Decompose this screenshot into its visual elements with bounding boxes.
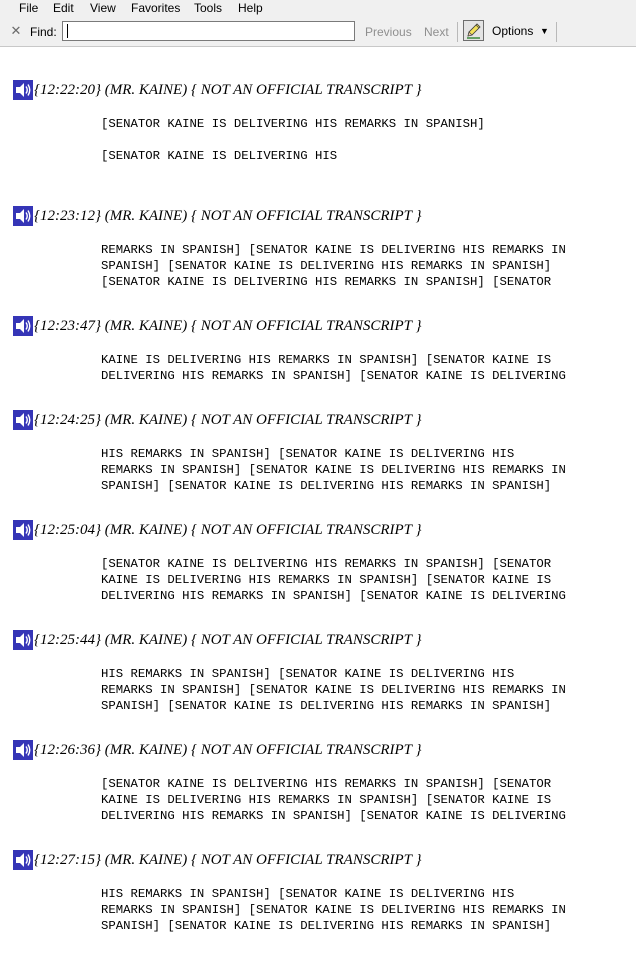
chevron-down-icon: ▼ bbox=[540, 26, 549, 36]
menu-edit[interactable]: Edit bbox=[53, 1, 74, 15]
entry-heading: {12:23:47} (MR. KAINE) { NOT AN OFFICIAL TRANSCRIPT } bbox=[34, 318, 422, 334]
toolbar-divider bbox=[556, 22, 557, 42]
find-bar bbox=[0, 17, 636, 47]
previous-button[interactable]: Previous bbox=[365, 25, 412, 39]
entry-text: [SENATOR KAINE IS DELIVERING HIS REMARKS IN SPANISH] [SENATOR KAINE IS DELIVERING HIS bbox=[101, 117, 485, 163]
speaker-icon[interactable] bbox=[13, 206, 33, 226]
menu-help[interactable]: Help bbox=[238, 1, 263, 15]
options-button[interactable] bbox=[462, 20, 556, 42]
menu-favorites[interactable]: Favorites bbox=[131, 1, 181, 15]
entry-text: [SENATOR KAINE IS DELIVERING HIS REMARKS IN SPANISH] [SENATOR KAINE IS DELIVERING HIS REMARKS IN SPANISH] [SENATOR KAINE IS DELIVERING HIS REMARKS IN SPANISH] [SENATOR KAINE IS DELIVERING bbox=[101, 557, 566, 603]
entry-text: KAINE IS DELIVERING HIS REMARKS IN SPANISH] [SENATOR KAINE IS DELIVERING HIS REMARKS IN SPANISH] [SENATOR KAINE IS DELIVERING bbox=[101, 353, 566, 383]
entry-heading: {12:25:04} (MR. KAINE) { NOT AN OFFICIAL TRANSCRIPT } bbox=[34, 522, 422, 538]
menu-file[interactable]: File bbox=[19, 1, 39, 15]
text-caret bbox=[67, 24, 68, 38]
menu-view[interactable]: View bbox=[90, 1, 116, 15]
speaker-icon[interactable] bbox=[13, 316, 33, 336]
speaker-icon[interactable] bbox=[13, 410, 33, 430]
menu-tools[interactable]: Tools bbox=[194, 1, 223, 15]
next-button[interactable]: Next bbox=[424, 25, 449, 39]
entry-heading: {12:22:20} (MR. KAINE) { NOT AN OFFICIAL TRANSCRIPT } bbox=[34, 82, 422, 98]
options-label: Options bbox=[492, 24, 534, 38]
entry-text: REMARKS IN SPANISH] [SENATOR KAINE IS DELIVERING HIS REMARKS IN SPANISH] [SENATOR KAINE IS DELIVERING HIS REMARKS IN SPANISH] [SENATOR KAINE IS DELIVERING HIS REMARKS IN SPANISH] [SENATOR bbox=[101, 243, 566, 289]
speaker-icon[interactable] bbox=[13, 520, 33, 540]
entry-heading: {12:27:15} (MR. KAINE) { NOT AN OFFICIAL TRANSCRIPT } bbox=[34, 852, 422, 868]
pencil-icon bbox=[463, 20, 484, 41]
find-input[interactable] bbox=[62, 21, 355, 41]
menu-bar bbox=[0, 0, 636, 17]
entry-heading: {12:26:36} (MR. KAINE) { NOT AN OFFICIAL TRANSCRIPT } bbox=[34, 742, 422, 758]
entry-heading: {12:24:25} (MR. KAINE) { NOT AN OFFICIAL TRANSCRIPT } bbox=[34, 412, 422, 428]
entry-text: [SENATOR KAINE IS DELIVERING HIS REMARKS IN SPANISH] [SENATOR KAINE IS DELIVERING HIS REMARKS IN SPANISH] [SENATOR KAINE IS DELIVERING HIS REMARKS IN SPANISH] [SENATOR KAINE IS DELIVERING bbox=[101, 777, 566, 823]
transcript-content bbox=[0, 47, 636, 954]
entry-text: HIS REMARKS IN SPANISH] [SENATOR KAINE IS DELIVERING HIS REMARKS IN SPANISH] [SENATOR KAINE IS DELIVERING HIS REMARKS IN SPANISH] [SENATOR KAINE IS DELIVERING HIS REMARKS IN SPANISH] bbox=[101, 887, 566, 933]
speaker-icon[interactable] bbox=[13, 740, 33, 760]
find-label: Find: bbox=[30, 25, 57, 39]
entry-heading: {12:25:44} (MR. KAINE) { NOT AN OFFICIAL TRANSCRIPT } bbox=[34, 632, 422, 648]
speaker-icon[interactable] bbox=[13, 630, 33, 650]
toolbar-divider bbox=[457, 22, 458, 42]
close-icon[interactable]: ✕ bbox=[10, 23, 22, 38]
entry-heading: {12:23:12} (MR. KAINE) { NOT AN OFFICIAL TRANSCRIPT } bbox=[34, 208, 422, 224]
entry-text: HIS REMARKS IN SPANISH] [SENATOR KAINE IS DELIVERING HIS REMARKS IN SPANISH] [SENATOR KAINE IS DELIVERING HIS REMARKS IN SPANISH] [SENATOR KAINE IS DELIVERING HIS REMARKS IN SPANISH] bbox=[101, 667, 566, 713]
speaker-icon[interactable] bbox=[13, 850, 33, 870]
entry-text: HIS REMARKS IN SPANISH] [SENATOR KAINE IS DELIVERING HIS REMARKS IN SPANISH] [SENATOR KAINE IS DELIVERING HIS REMARKS IN SPANISH] [SENATOR KAINE IS DELIVERING HIS REMARKS IN SPANISH] bbox=[101, 447, 566, 493]
speaker-icon[interactable] bbox=[13, 80, 33, 100]
